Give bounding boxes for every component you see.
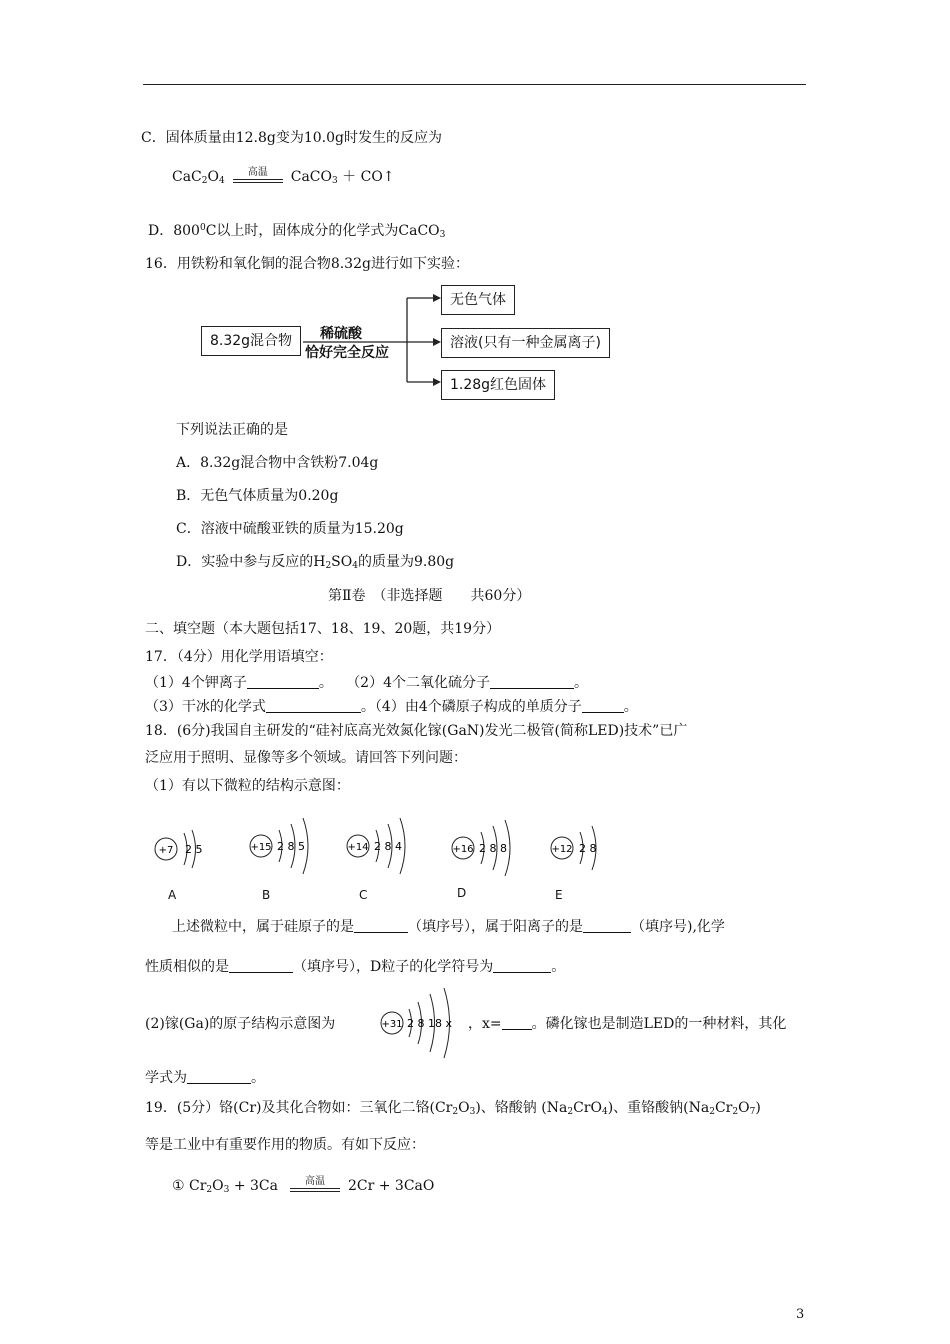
q16-option-b: B．无色气体质量为0.20g xyxy=(176,488,339,504)
flow-arrows xyxy=(290,285,450,395)
header-rule xyxy=(143,84,806,85)
particle-a-shells: 2 5 xyxy=(185,843,203,856)
ga-shells: 2 8 18 x xyxy=(407,1017,452,1030)
q18-sub2-text: (2)镓(Ga)的原子结构示意图为 xyxy=(145,1016,336,1032)
q17-stem: 17．（4分）用化学用语填空： xyxy=(145,649,333,665)
q18-sub1: （1）有以下微粒的结构示意图： xyxy=(145,778,350,794)
flow-condition: 恰好完全反应 xyxy=(305,345,389,361)
q19-stem-line1: 19．(5分）铬(Cr)及其化合物如：三氧化二铬$(Cr_2O_3)$、铬酸钠 $(Na_2CrO_4)$、重铬酸钠$(Na_2Cr_2O_7)$ xyxy=(145,1100,761,1117)
q17-line2: （3）干冰的化学式 。（4）由4个磷原子构成的单质分子 。 xyxy=(145,699,638,715)
particle-a-label: A xyxy=(168,888,177,902)
condition-high-temp: 高温 xyxy=(290,1177,340,1195)
q15-option-c: C．固体质量由12.8g变为10.0g时发生的反应为 xyxy=(141,130,442,146)
q16-option-d: D．实验中参与反应的$H_2SO_4$的质量为9.80g xyxy=(176,554,455,571)
flow-output-gas: 无色气体 xyxy=(441,285,515,315)
q18-sub2-formula: 学式为 。 xyxy=(145,1070,265,1086)
particle-d-diagram xyxy=(447,812,537,882)
particle-b-shells: 2 8 5 xyxy=(277,840,305,853)
particle-d-label: D xyxy=(457,886,467,900)
particle-c-nucleus: +14 xyxy=(347,842,369,853)
q16-stem: 16．用铁粉和氧化铜的混合物8.32g进行如下实验： xyxy=(145,256,469,272)
particle-c-shells: 2 8 4 xyxy=(374,840,402,853)
q15-option-d: D．$800^0C$以上时，固体成分的化学式为CaCO$_3$ xyxy=(148,223,446,240)
ga-atom-diagram xyxy=(378,984,470,1064)
page-number: 3 xyxy=(796,1307,805,1322)
particle-b-diagram xyxy=(245,812,335,882)
q16-option-c: C．溶液中硫酸亚铁的质量为15.20g xyxy=(176,521,404,537)
particle-a-nucleus: +7 xyxy=(158,845,174,856)
q19-reaction-1: ① $Cr_2O_3 + 3Ca$ 高温 2Cr + 3CaO xyxy=(172,1176,435,1195)
q18-question-line1: 上述微粒中，属于硅原子的是 （填序号），属于阳离子的是 （填序号),化学 xyxy=(172,919,725,935)
particle-e-nucleus: +12 xyxy=(551,844,573,855)
q19-stem-line2: 等是工业中有重要作用的物质。有如下反应： xyxy=(145,1137,425,1153)
condition-high-temp: 高温 xyxy=(233,168,283,186)
part2-heading: 二、填空题（本大题包括17、18、19、20题，共19分） xyxy=(145,621,501,637)
flow-output-solution: 溶液(只有一种金属离子) xyxy=(441,328,610,358)
flow-reagent: 稀硫酸 xyxy=(320,326,362,342)
particle-c-label: C xyxy=(359,888,368,902)
particle-e-label: E xyxy=(555,888,563,902)
flow-source-box: 8.32g混合物 xyxy=(201,326,301,356)
particle-d-nucleus: +16 xyxy=(452,844,474,855)
particle-b-nucleus: +15 xyxy=(250,842,272,853)
particle-e-shells: 2 8 xyxy=(579,842,597,855)
q16-option-a: A．8.32g混合物中含铁粉7.04g xyxy=(176,455,379,471)
flow-output-solid: 1.28g红色固体 xyxy=(441,370,555,400)
particle-d-shells: 2 8 8 xyxy=(479,842,507,855)
q16-prompt: 下列说法正确的是 xyxy=(176,422,288,438)
q18-question-line2: 性质相似的是 （填序号），D粒子的化学符号为 。 xyxy=(145,959,566,975)
q18-stem-line2: 泛应用于照明、显像等多个领域。请回答下列问题： xyxy=(145,750,467,766)
ga-nucleus: +31 xyxy=(381,1019,403,1030)
particle-b-label: B xyxy=(262,888,271,902)
q17-line1: （1）4个钾离子 。 （2）4个二氧化硫分子 。 xyxy=(145,675,589,691)
particle-c-diagram xyxy=(342,812,432,882)
section-title: 第Ⅱ卷 （非选择题 共60分） xyxy=(328,588,531,604)
q15-equation-c: $CaC_2O_4$ 高温 CaCO$_3$ ＋ CO↑ xyxy=(172,167,395,186)
particle-e-diagram xyxy=(548,818,628,878)
q18-sub2-continued: ，x= 。磷化镓也是制造LED的一种材料，其化 xyxy=(468,1016,787,1032)
q18-stem-line1: 18．(6分)我国自主研发的“硅衬底高光效氮化镓(GaN)发光二极管(简称LED)技术”已广 xyxy=(145,723,688,739)
particle-a-diagram xyxy=(150,818,230,878)
